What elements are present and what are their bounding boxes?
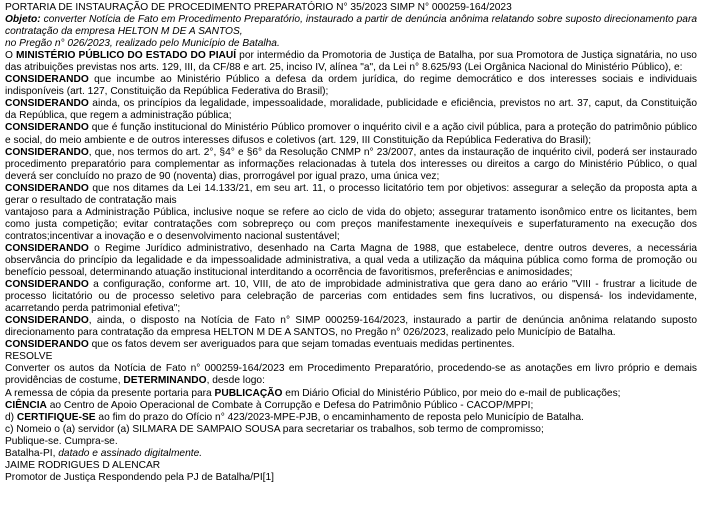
objeto-label: Objeto: bbox=[5, 14, 41, 26]
considerando-paragraph bbox=[5, 315, 697, 339]
considerando-paragraph bbox=[5, 122, 697, 146]
considerando-paragraph bbox=[5, 279, 697, 315]
intro-article: O bbox=[5, 50, 13, 62]
closing-place-name: Batalha-PI, bbox=[5, 447, 56, 459]
considerando-paragraph bbox=[5, 243, 697, 279]
item-d-bold: CERTIFIQUE-SE bbox=[16, 411, 96, 423]
objeto-paragraph bbox=[5, 14, 697, 38]
considerando-paragraph bbox=[5, 183, 697, 207]
convert-text: Converter os autos da Notícia de Fato n° 000259-164/2023 em Procedimento Preparatório, procedendo-se as anotações em livro próprio e demais providências de costume, bbox=[5, 363, 697, 387]
considerando-label: CONSIDERANDO bbox=[5, 242, 89, 254]
item-ciencia-bold: CIÊNCIA bbox=[5, 399, 47, 411]
intro-org: MINISTÉRIO PÚBLICO DO ESTADO DO PIAUÍ bbox=[16, 50, 237, 62]
considerando-text: , que, nos termos do art. 2°, §4° e §6° da Resolução CNMP n° 23/2007, antes da instauração de inquérito civil, poderá ser instaurado procedimento preparatório para complementar as informações relacionadas à tutela dos interesses ou direitos a cargo do Ministério Público, o qual deverá ser concluído no prazo de 90 (noventa) dias, prorrogável por igual prazo, uma única vez; bbox=[5, 146, 697, 182]
intro-text: por intermédio da Promotoria de Justiça de Batalha, por sua Promotora de Justiça signatária, no uso das atribuições previstas nos arts. 129, III, da CF/88 e art. 25, inciso IV, alínea "a", da Lei n° 8.625/93 (Lei Orgânica Nacional do Ministério Público), e: bbox=[5, 50, 697, 74]
objeto-text-line2: no Pregão n° 026/2023, realizado pelo Município de Batalha. bbox=[5, 38, 280, 50]
considerando-text: que incumbe ao Ministério Público a defesa da ordem jurídica, do regime democrático e dos interesses sociais e individuais indisponíveis (art. 127, Constituição da República Federativa do Brasil); bbox=[5, 74, 697, 98]
considerando-label: CONSIDERANDO bbox=[5, 315, 89, 327]
considerando-label: CONSIDERANDO bbox=[5, 74, 89, 86]
considerando-paragraph bbox=[5, 147, 697, 183]
considerando-text: que nos ditames da Lei 14.133/21, em seu art. 11, o processo licitatório tem por objetivos: assegurar a seleção da proposta apta a gerar o resultado de contratação mais bbox=[5, 182, 697, 206]
convert-paragraph bbox=[5, 363, 697, 387]
objeto-text: converter Notícia de Fato em Procedimento Preparatório, instaurado a partir de denúncia anônima relatando sobre suposto direcionamento para contratação da empresa HELTON M DE A SANTOS, bbox=[5, 14, 697, 38]
considerando-label: CONSIDERANDO bbox=[5, 182, 89, 194]
closing-place bbox=[5, 448, 697, 460]
closing-place-note: datado e assinado digitalmente. bbox=[55, 447, 203, 459]
item-remessa-post: em Diário Oficial do Ministério Público, por meio do e-mail de publicações; bbox=[282, 387, 621, 399]
intro-paragraph bbox=[5, 50, 697, 74]
item-ciencia-post: ao Centro de Apoio Operacional de Combate à Corrupção e Defesa do Patrimônio Público - CACOP/MPPI; bbox=[46, 399, 534, 411]
resolve-heading: RESOLVE bbox=[5, 351, 53, 363]
considerando-label: CONSIDERANDO bbox=[5, 122, 89, 134]
item-c: c) Nomeio o (a) servidor (a) SILMARA DE SAMPAIO SOUSA para secretariar os trabalhos, sob termo de compromisso; bbox=[5, 423, 544, 435]
considerando-text: que os fatos devem ser averiguados para que sejam tomadas eventuais medidas pertinentes. bbox=[88, 339, 515, 351]
considerando-paragraph bbox=[5, 339, 697, 351]
item-remessa-bold: PUBLICAÇÃO bbox=[214, 387, 283, 399]
convert-tail: , desde logo: bbox=[206, 375, 265, 387]
considerando-text: , ainda, o disposto na Notícia de Fato n° SIMP 000259-164/2023, instaurado a partir de denúncia anônima relatando suposto direcionamento para contratação da empresa HELTON M DE A SANTOS, no Pregão n° 026/2023, realizado pelo Município de Batalha. bbox=[5, 315, 697, 339]
item-ciencia bbox=[5, 400, 697, 412]
item-remessa bbox=[5, 388, 697, 400]
considerando-text: que é função institucional do Ministério Público promover o inquérito civil e a ação civil pública, para a proteção do patrimônio público e social, do meio ambiente e de outros interesses difusos e coletivos (art. 129, III Constituição da República Federativa do Brasil); bbox=[5, 122, 697, 146]
item-remessa-pre: A remessa de cópia da presente portaria para bbox=[5, 387, 215, 399]
considerando-text: ainda, os princípios da legalidade, impessoalidade, moralidade, publicidade e eficiência, previstos no art. 37, caput, da Constituição da República, que regem a administração pública; bbox=[5, 98, 697, 122]
considerando-label: CONSIDERANDO bbox=[5, 146, 89, 158]
item-d-post: ao fim do prazo do Ofício n° 423/2023-MPE-PJB, o encaminhamento de reposta pelo Município de Batalha. bbox=[95, 411, 584, 423]
closing-publique: Publique-se. Cumpra-se. bbox=[5, 435, 118, 447]
considerando-label: CONSIDERANDO bbox=[5, 279, 89, 291]
considerando-label: CONSIDERANDO bbox=[5, 98, 89, 110]
item-d bbox=[5, 412, 697, 424]
document-title: PORTARIA DE INSTAURAÇÃO DE PROCEDIMENTO PREPARATÓRIO N° 35/2023 SIMP N° 000259-164/2023 bbox=[5, 2, 512, 13]
considerando-paragraph bbox=[5, 98, 697, 122]
item-d-pre: d) bbox=[5, 411, 17, 423]
considerando-continuation: vantajoso para a Administração Pública, inclusive noque se refere ao ciclo de vida do objeto; assegurar tratamento isonômico entre os licitantes, bem como justa competição; evitar contratações com sobrepreço ou com preços manifestamente inexequíveis e superfaturamento na execução dos contratos;incentivar a inovação e o desenvolvimento nacional sustentável; bbox=[5, 206, 697, 242]
considerando-paragraph bbox=[5, 74, 697, 98]
considerando-text: o Regime Jurídico administrativo, desenhado na Carta Magna de 1988, que estabelece, dentre outros deveres, a necessária observância do princípio da legalidade e da impessoalidade administrativa, a qual veda a utilização da máquina pública como forma de promoção ou benefício pessoal, determinando atuação institucional interditando a ocorrência de favoritismos, preferências e animosidades; bbox=[5, 242, 697, 279]
considerando-label: CONSIDERANDO bbox=[5, 339, 89, 351]
signer-role: Promotor de Justiça Respondendo pela PJ de Batalha/PI[1] bbox=[5, 471, 275, 483]
considerando-text: a configuração, conforme art. 10, VIII, de ato de improbidade administrativa que gera dano ao erário "VIII - frustrar a licitude de processo licitatório ou de processo seletivo para celebração de parcerias com entidades sem fins lucrativos, ou dispensá- los indevidamente, acarretando perda patrimonial efetiva"; bbox=[5, 279, 697, 315]
convert-bold: DETERMINANDO bbox=[123, 375, 207, 387]
signer-name: JAIME RODRIGUES D ALENCAR bbox=[5, 459, 161, 471]
